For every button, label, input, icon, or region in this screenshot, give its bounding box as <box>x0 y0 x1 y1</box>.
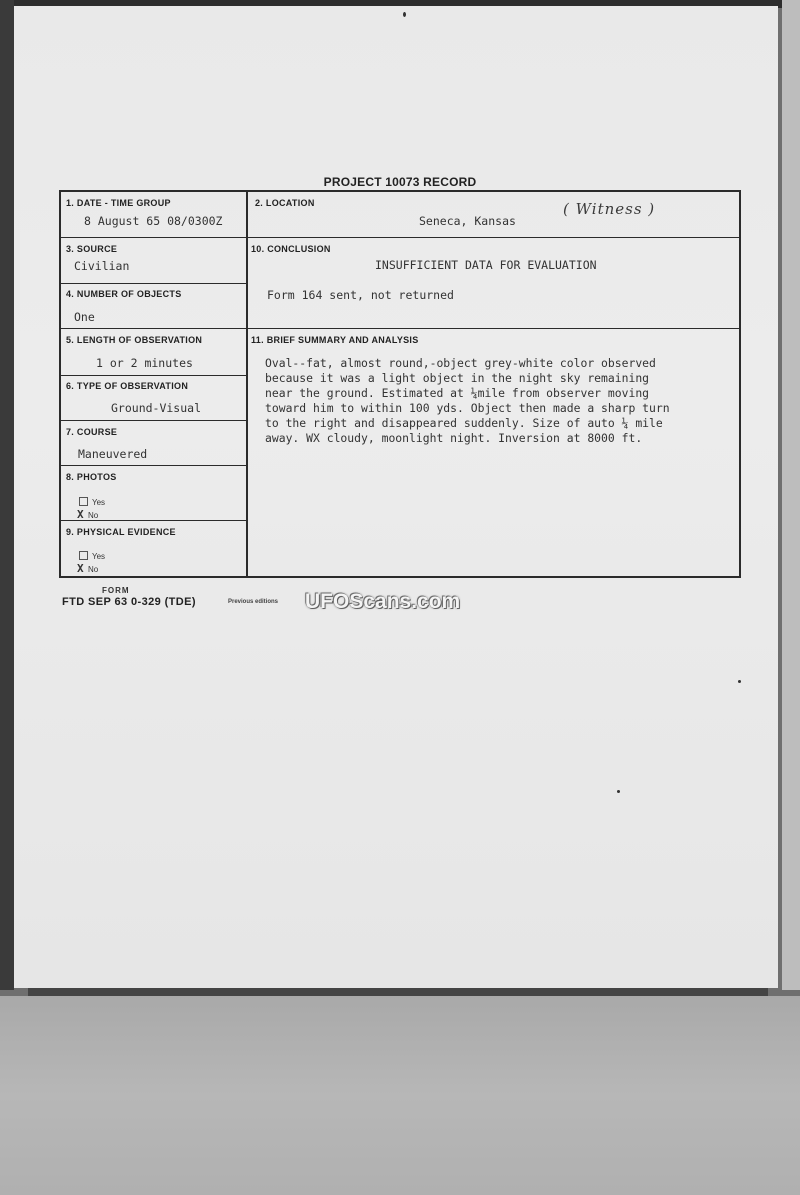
row-divider <box>61 328 741 329</box>
summary-label: 11. BRIEF SUMMARY AND ANALYSIS <box>251 335 419 345</box>
course-value: Maneuvered <box>78 447 148 461</box>
photos-yes-option: Yes <box>79 497 105 507</box>
checkbox-empty-icon <box>79 497 88 506</box>
summary-text <box>265 356 740 446</box>
date-time-label: 1. DATE - TIME GROUP <box>66 198 171 208</box>
type-of-observation-value: Ground-Visual <box>111 401 202 415</box>
location-handwritten-note: ( Witness ) <box>563 200 656 218</box>
summary-line: away. WX cloudy, moonlight night. Inversion at 8000 ft. <box>265 431 643 445</box>
number-of-objects-label: 4. NUMBER OF OBJECTS <box>66 289 182 299</box>
length-of-observation-value: 1 or 2 minutes <box>96 356 193 370</box>
length-of-observation-label: 5. LENGTH OF OBSERVATION <box>66 335 203 345</box>
evidence-yes-option: Yes <box>79 551 105 561</box>
source-value: Civilian <box>74 259 130 273</box>
checkmark-x-icon: X <box>77 508 84 521</box>
summary-line: Oval--fat, almost round,-object grey-white color observed <box>265 356 656 370</box>
course-label: 7. COURSE <box>66 427 118 437</box>
scan-speck <box>403 12 406 17</box>
checkbox-empty-icon <box>79 551 88 560</box>
row-divider <box>61 283 247 284</box>
row-divider <box>61 465 247 466</box>
checkmark-x-icon: X <box>77 562 84 575</box>
footer-form-label: FORM <box>102 586 130 595</box>
photo-frame-left <box>0 0 14 990</box>
footer-form-id: FTD SEP 63 0-329 (TDE) <box>62 596 196 608</box>
photos-no-option: X No <box>77 508 99 521</box>
conclusion-note: Form 164 sent, not returned <box>267 288 454 302</box>
physical-evidence-label: 9. PHYSICAL EVIDENCE <box>66 527 176 537</box>
summary-line: near the ground. Estimated at ¼mile from observer moving <box>265 386 650 400</box>
evidence-no-option: X No <box>77 562 99 575</box>
summary-line: toward him to within 100 yds. Object then made a sharp turn <box>265 401 670 415</box>
form-title: PROJECT 10073 RECORD <box>323 175 477 189</box>
scan-speck <box>738 680 741 683</box>
photo-edge-shadow <box>28 988 768 996</box>
location-label: 2. LOCATION <box>255 198 315 208</box>
conclusion-value: INSUFFICIENT DATA FOR EVALUATION <box>375 258 597 272</box>
underlying-page <box>0 996 800 1195</box>
date-time-value: 8 August 65 08/0300Z <box>84 214 223 228</box>
footer-previous-editions: Previous editions <box>228 599 279 605</box>
summary-line: because it was a light object in the night sky remaining <box>265 371 650 385</box>
row-divider <box>61 375 247 376</box>
column-divider <box>246 192 248 576</box>
photo-frame-right <box>782 0 800 990</box>
photos-label: 8. PHOTOS <box>66 472 117 482</box>
type-of-observation-label: 6. TYPE OF OBSERVATION <box>66 381 189 391</box>
location-value: Seneca, Kansas <box>419 214 516 228</box>
conclusion-label: 10. CONCLUSION <box>251 244 331 254</box>
row-divider <box>61 420 247 421</box>
source-label: 3. SOURCE <box>66 244 118 254</box>
number-of-objects-value: One <box>74 310 95 324</box>
watermark: UFOScans.com <box>305 590 461 613</box>
scan-speck <box>617 790 620 793</box>
summary-line: to the right and disappeared suddenly. Size of auto ¼ mile <box>265 416 663 430</box>
record-form <box>59 190 741 578</box>
row-divider <box>61 237 741 238</box>
